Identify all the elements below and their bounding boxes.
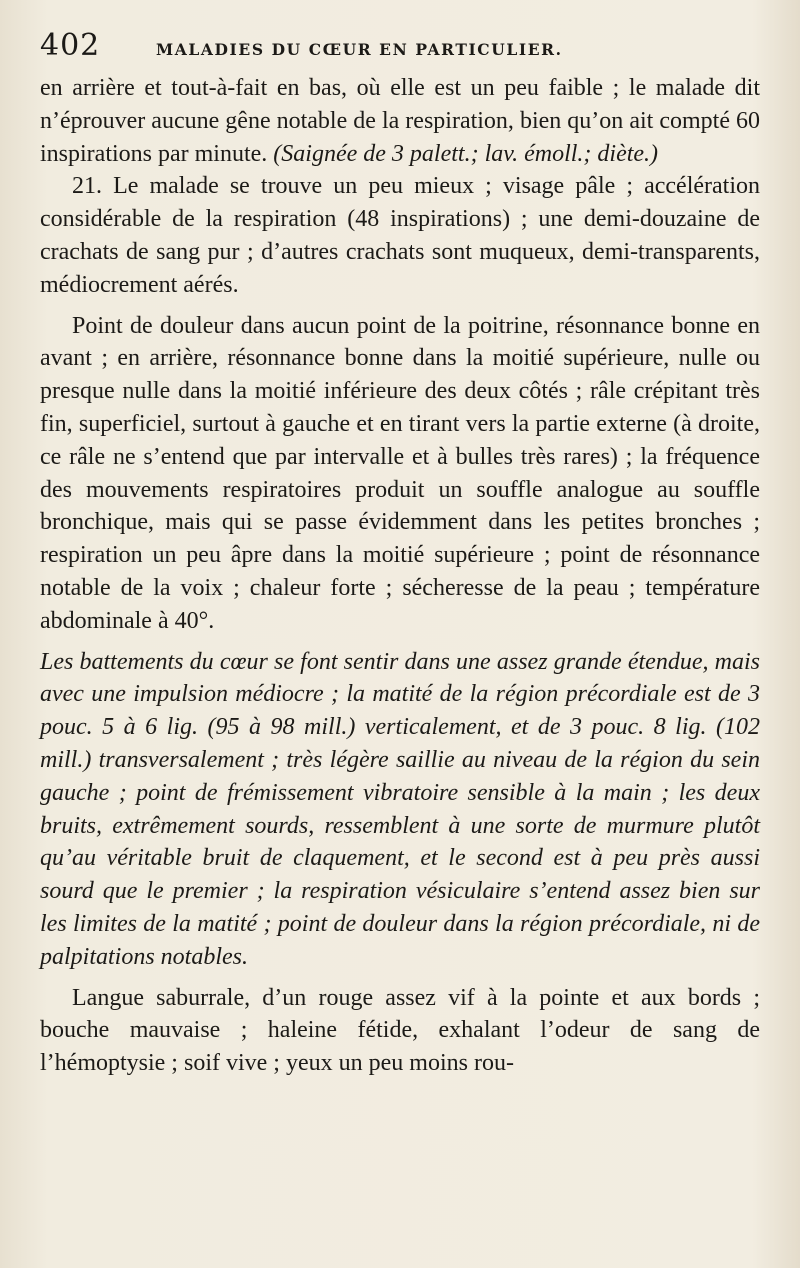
paragraph-3 [40,310,760,638]
paragraph-5 [40,982,760,1080]
running-head: MALADIES DU CŒUR EN PARTICULIER. [156,40,563,59]
paragraph-5-text: Langue saburrale, d’un rouge assez vif à la pointe et aux bords ; bouche mauvaise ; haleine fétide, exhalant l’odeur de sang de l’hémoptysie ; soif vive ; yeux un peu moins rou- [40,984,760,1077]
prescription-note: (Saignée de 3 palett.; lav. émoll.; diète.) [273,140,659,167]
body-text [40,72,760,1080]
paragraph-2-text: 21. Le malade se trouve un peu mieux ; visage pâle ; accélération considérable de la respiration (48 inspirations) ; une demi-douzaine de crachats de sang pur ; d’autres crachats sont muqueux, demi-transparents, médiocrement aérés. [40,173,760,298]
paragraph-2 [40,170,760,301]
paragraph-4 [40,646,760,974]
paragraph-1 [40,72,760,170]
paragraph-3-text: Point de douleur dans aucun point de la poitrine, résonnance bonne en avant ; en arrière, résonnance bonne dans la moitié supérieure, nulle ou presque nulle dans la moitié inférieure des deux côtés ; râle crépitant très fin, superficiel, surtout à gauche et en tirant vers la partie externe (à droite, ce râle ne s’entend que par intervalle et à bulles très rares) ; la fréquence des mouvements respiratoires produit un souffle analogue au souffle bronchique, mais qui se passe évidemment dans les petites bronches ; respiration un peu âpre dans la moitié supérieure ; point de résonnance notable de la voix ; chaleur forte ; sécheresse de la peau ; température abdominale à 40°. [40,312,760,634]
paragraph-4-text: Les battements du cœur se font sentir dans une assez grande étendue, mais avec une impulsion médiocre ; la matité de la région précordiale est de 3 pouc. 5 à 6 lig. (95 à 98 mill.) verticalement, et de 3 pouc. 8 lig. (102 mill.) transversalement ; très légère saillie au niveau de la région du sein gauche ; point de frémissement vibratoire sensible à la main ; les deux bruits, extrêmement sourds, ressemblent à une sorte de murmure plutôt qu’au véritable bruit de claquement, et le second est à peu près aussi sourd que le premier ; la respiration vésiculaire s’entend assez bien sur les limites de la matité ; point de douleur dans la région précordiale, ni de palpitations notables. [40,648,760,970]
page-number: 402 [40,28,101,63]
paragraph-1-text: en arrière et tout-à-fait en bas, où elle est un peu faible ; le malade dit n’éprouver aucune gêne notable de la respiration, bien qu’on ait compté 60 inspirations par minute. [40,75,760,167]
page-header [40,28,760,72]
